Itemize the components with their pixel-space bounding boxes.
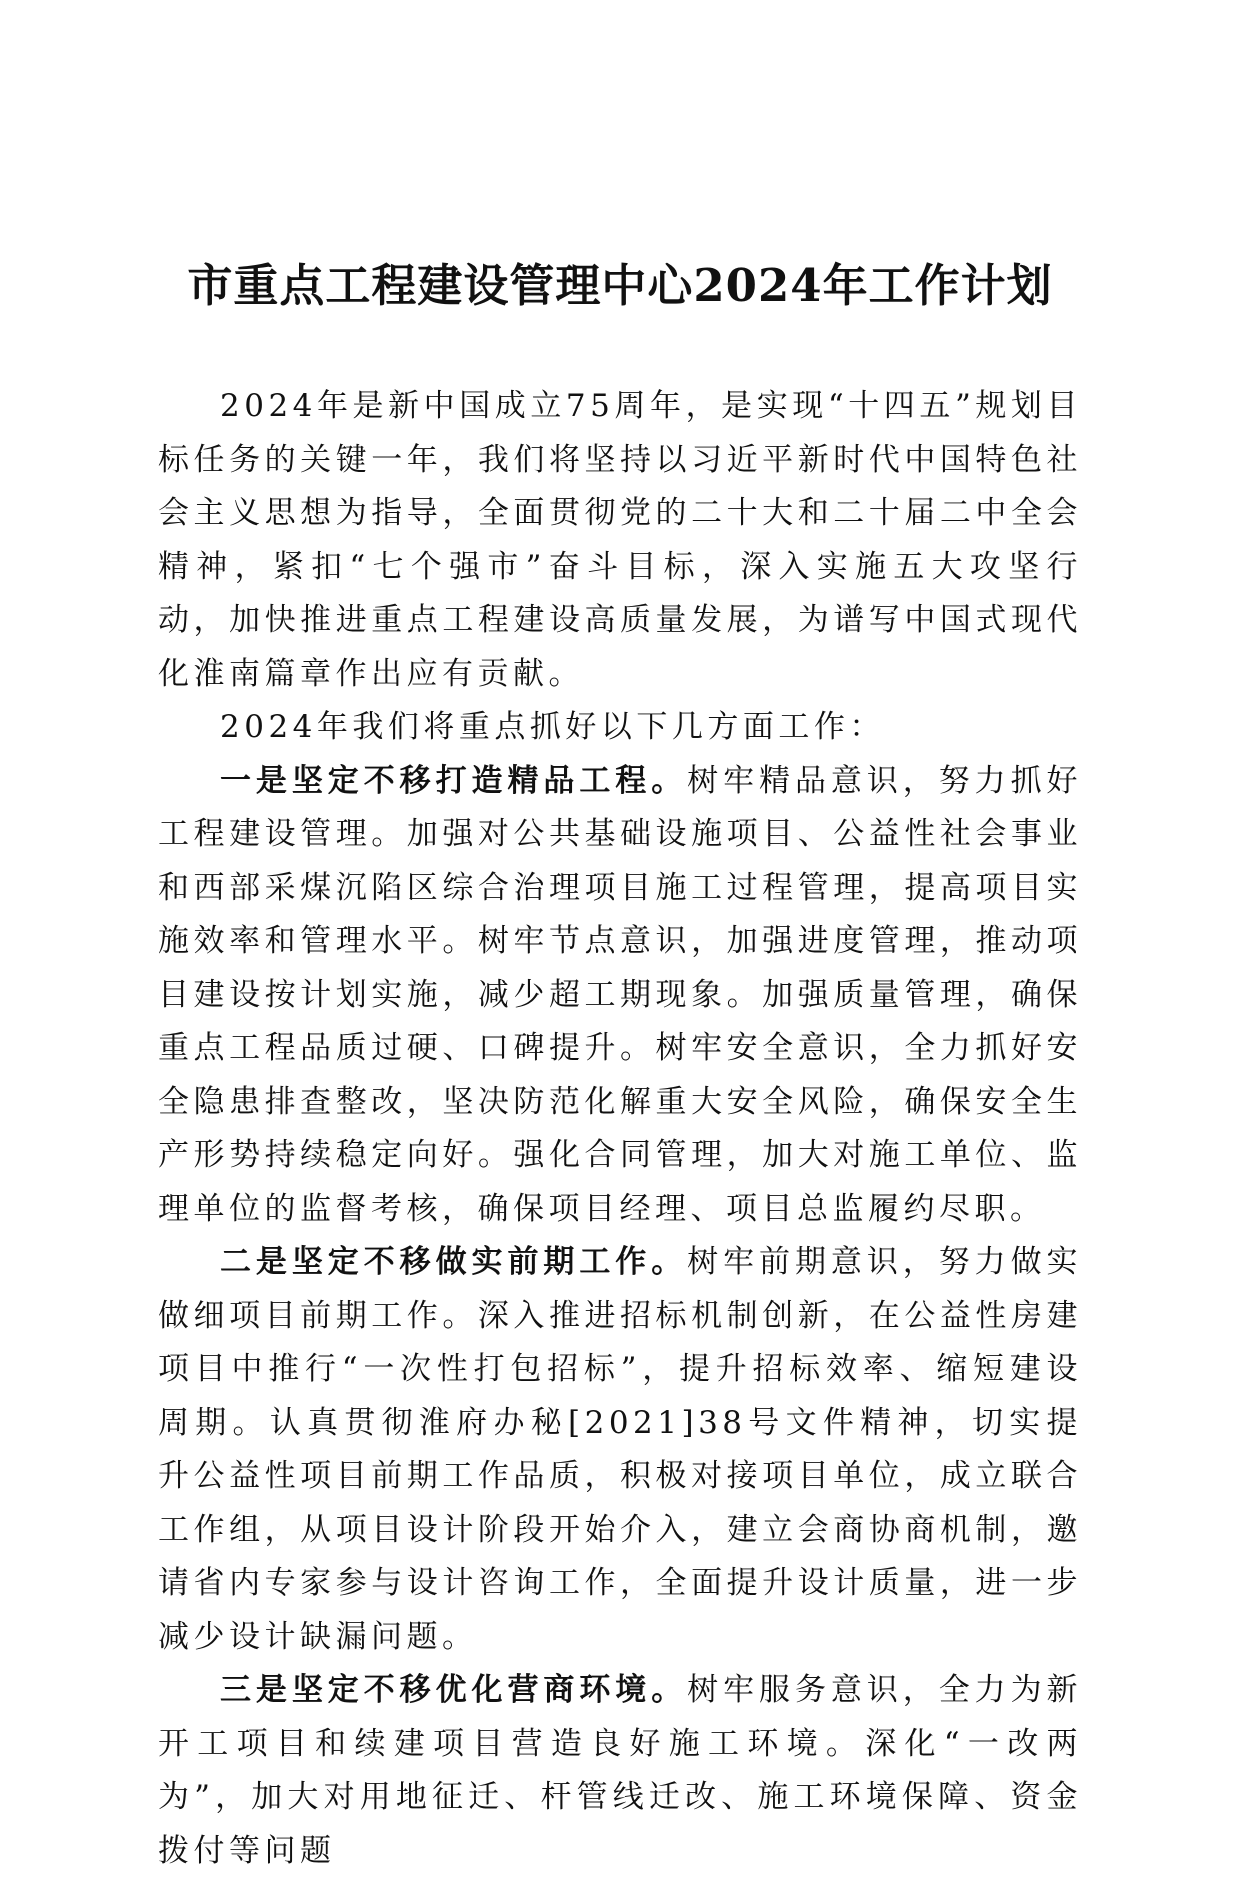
document-body xyxy=(158,380,1082,1878)
section-paragraph-2 xyxy=(158,1236,1082,1664)
section-heading-1: 一是坚定不移打造精品工程。 xyxy=(220,762,688,799)
section-paragraph-1 xyxy=(158,755,1082,1237)
section-paragraph-3 xyxy=(158,1664,1082,1878)
section-text-1: 树牢精品意识，努力抓好工程建设管理。加强对公共基础设施项目、公益性社会事业和西部采煤沉陷区综合治理项目施工过程管理，提高项目实施效率和管理水平。树牢节点意识，加强进度管理，推动项目建设按计划实施，减少超工期现象。加强质量管理，确保重点工程品质过硬、口碑提升。树牢安全意识，全力抓好安全隐患排查整改，坚决防范化解重大安全风险，确保安全生产形势持续稳定向好。强化合同管理，加大对施工单位、监理单位的监督考核，确保项目经理、项目总监履约尽职。 xyxy=(158,762,1083,1227)
document-title: 市重点工程建设管理中心2024年工作计划 xyxy=(187,259,1053,312)
intro-paragraph: 2024年是新中国成立75周年，是实现“十四五”规划目标任务的关键一年，我们将坚持以习近平新时代中国特色社会主义思想为指导，全面贯彻党的二十大和二十届二中全会精神，紧扣“七个强市”奋斗目标，深入实施五大攻坚行动，加快推进重点工程建设高质量发展，为谱写中国式现代化淮南篇章作出应有贡献。 xyxy=(158,388,1082,692)
section-heading-2: 二是坚定不移做实前期工作。 xyxy=(220,1244,688,1280)
section-text-2: 树牢前期意识，努力做实做细项目前期工作。深入推进招标机制创新，在公益性房建项目中推行“一次性打包招标”，提升招标效率、缩短建设周期。认真贯彻淮府办秘[2021]38号文件精神，切实提升公益性项目前期工作品质，积极对接项目单位，成立联合工作组，从项目设计阶段开始介入，建立会商协商机制，邀请省内专家参与设计咨询工作，全面提升设计质量，进一步减少设计缺漏问题。 xyxy=(158,1244,1083,1655)
overview-paragraph: 2024年我们将重点抓好以下几方面工作： xyxy=(220,709,885,745)
section-heading-3: 三是坚定不移优化营商环境。 xyxy=(220,1672,688,1708)
section-text-3: 树牢服务意识，全力为新开工项目和续建项目营造良好施工环境。深化“一改两为”，加大对用地征迁、杆管线迁改、施工环境保障、资金拨付等问题 xyxy=(158,1672,1083,1869)
